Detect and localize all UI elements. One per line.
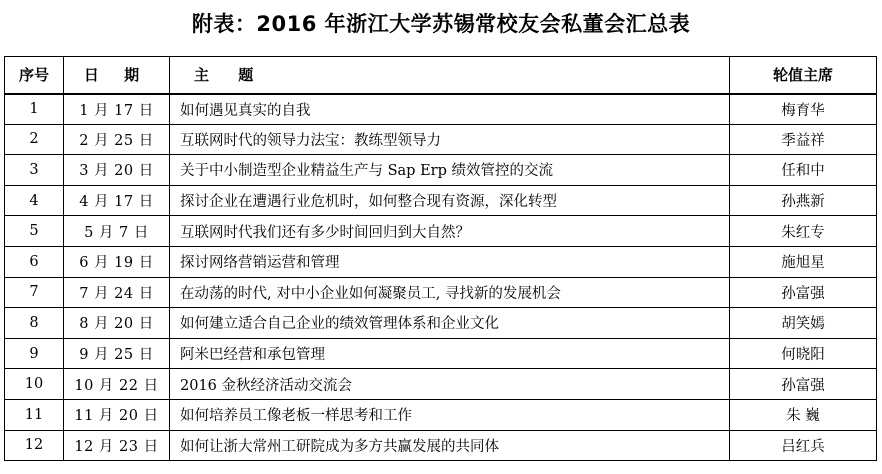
cell-date: 3 月 20 日 xyxy=(64,155,170,186)
cell-no: 7 xyxy=(5,277,64,308)
table-row xyxy=(5,246,877,277)
header-no: 序号 xyxy=(5,57,64,94)
table-row xyxy=(5,124,877,155)
summary-table xyxy=(4,56,877,461)
table-row xyxy=(5,369,877,400)
table-row xyxy=(5,216,877,247)
cell-date: 5 月 7 日 xyxy=(64,216,170,247)
cell-topic: 阿米巴经营和承包管理 xyxy=(170,338,730,369)
table-row xyxy=(5,338,877,369)
cell-date: 6 月 19 日 xyxy=(64,246,170,277)
cell-host: 孙燕新 xyxy=(730,185,877,216)
cell-date: 4 月 17 日 xyxy=(64,185,170,216)
cell-no: 11 xyxy=(5,399,64,430)
cell-topic: 如何遇见真实的自我 xyxy=(170,94,730,125)
header-topic: 主 题 xyxy=(170,57,730,94)
cell-host: 吕红兵 xyxy=(730,430,877,461)
cell-topic: 探讨企业在遭遇行业危机时，如何整合现有资源，深化转型 xyxy=(170,185,730,216)
table-header xyxy=(5,57,877,94)
cell-no: 2 xyxy=(5,124,64,155)
cell-host: 朱 巍 xyxy=(730,399,877,430)
cell-no: 6 xyxy=(5,246,64,277)
cell-host: 胡笑嫣 xyxy=(730,308,877,339)
table-row xyxy=(5,308,877,339)
cell-topic: 如何培养员工像老板一样思考和工作 xyxy=(170,399,730,430)
cell-host: 朱红专 xyxy=(730,216,877,247)
cell-date: 9 月 25 日 xyxy=(64,338,170,369)
table-row xyxy=(5,185,877,216)
cell-no: 5 xyxy=(5,216,64,247)
cell-no: 10 xyxy=(5,369,64,400)
cell-host: 施旭星 xyxy=(730,246,877,277)
cell-topic: 互联网时代我们还有多少时间回归到大自然？ xyxy=(170,216,730,247)
cell-topic: 在动荡的时代, 对中小企业如何凝聚员工, 寻找新的发展机会 xyxy=(170,277,730,308)
cell-date: 2 月 25 日 xyxy=(64,124,170,155)
table-row xyxy=(5,94,877,125)
header-host: 轮值主席 xyxy=(730,57,877,94)
cell-host: 孙富强 xyxy=(730,369,877,400)
cell-host: 孙富强 xyxy=(730,277,877,308)
cell-host: 季益祥 xyxy=(730,124,877,155)
cell-topic: 如何建立适合自己企业的绩效管理体系和企业文化 xyxy=(170,308,730,339)
table-body xyxy=(5,94,877,461)
cell-no: 1 xyxy=(5,94,64,125)
cell-host: 梅育华 xyxy=(730,94,877,125)
cell-date: 10 月 22 日 xyxy=(64,369,170,400)
cell-date: 12 月 23 日 xyxy=(64,430,170,461)
cell-no: 9 xyxy=(5,338,64,369)
table-row xyxy=(5,430,877,461)
header-date: 日 期 xyxy=(64,57,170,94)
cell-topic: 互联网时代的领导力法宝：教练型领导力 xyxy=(170,124,730,155)
cell-host: 任和中 xyxy=(730,155,877,186)
page-title: 附表：2016 年浙江大学苏锡常校友会私董会汇总表 xyxy=(191,12,691,36)
cell-no: 3 xyxy=(5,155,64,186)
cell-topic: 探讨网络营销运营和管理 xyxy=(170,246,730,277)
cell-no: 8 xyxy=(5,308,64,339)
cell-date: 7 月 24 日 xyxy=(64,277,170,308)
cell-host: 何晓阳 xyxy=(730,338,877,369)
cell-topic: 关于中小制造型企业精益生产与 Sap Erp 绩效管控的交流 xyxy=(170,155,730,186)
cell-topic: 如何让浙大常州工研院成为多方共赢发展的共同体 xyxy=(170,430,730,461)
cell-no: 12 xyxy=(5,430,64,461)
table-row xyxy=(5,399,877,430)
cell-no: 4 xyxy=(5,185,64,216)
cell-topic: 2016 金秋经济活动交流会 xyxy=(170,369,730,400)
cell-date: 8 月 20 日 xyxy=(64,308,170,339)
table-row xyxy=(5,155,877,186)
header-row xyxy=(5,57,877,94)
table-row xyxy=(5,277,877,308)
cell-date: 1 月 17 日 xyxy=(64,94,170,125)
cell-date: 11 月 20 日 xyxy=(64,399,170,430)
